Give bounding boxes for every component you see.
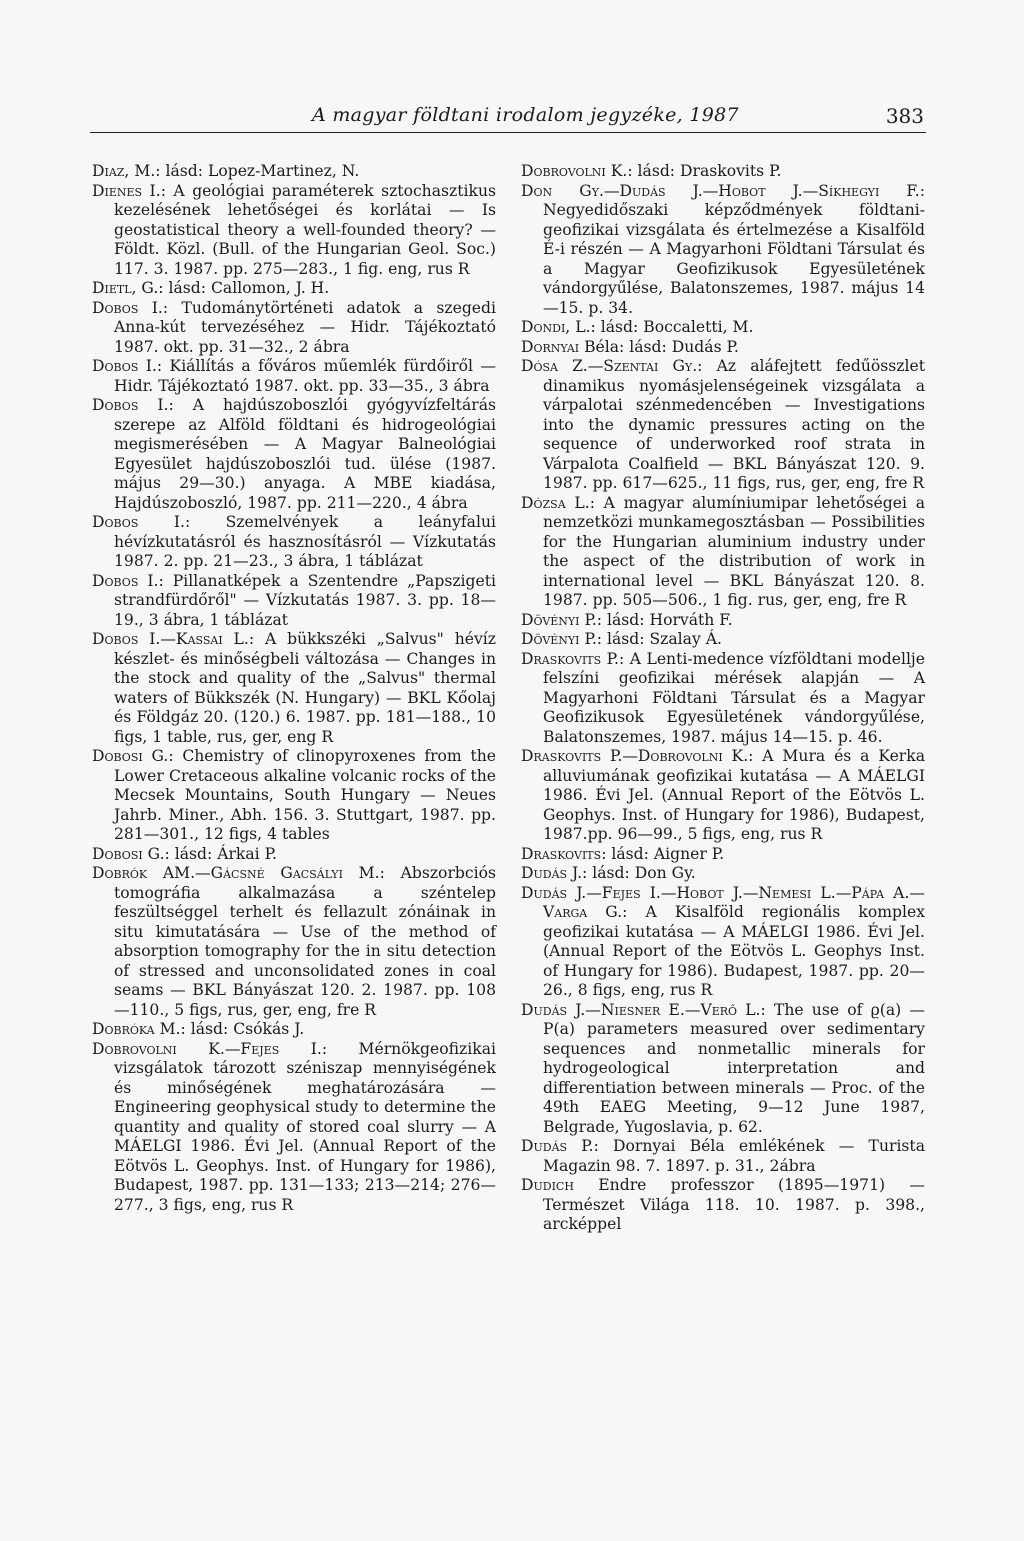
entry-author: Dienes I. — [92, 181, 161, 200]
entry-author: Draskovits P. — [521, 649, 619, 668]
entry-text: : lásd: Aigner P. — [601, 844, 725, 863]
entry-text: Endre professzor (1895—1971) — Természet Világa 118. 10. 1987. p. 398., arcképpel — [543, 1176, 925, 1233]
entry-text: : A Kisalföld regionális komplex geofizikai kutatása — A MÁELGI 1986. Évi Jel. (Annual Report of the Eötvös L. Geophys Inst. of Hungary for 1986). Budapest, 1987. pp. 20—26., 8 figs, eng, rus R — [543, 903, 925, 999]
running-title: A magyar földtani irodalom jegyzéke, 1987 — [312, 104, 739, 126]
bibliography-entry — [521, 1001, 925, 1138]
bibliography-entry — [92, 279, 496, 299]
bibliography-entry — [92, 299, 496, 358]
entry-author: Dobos I. — [92, 513, 185, 531]
entry-author: Dobrovolni K. — [521, 162, 628, 180]
entry-text: : A geológiai paraméterek sztochasztikus kezelésének lehetőségei és korlátai — Is geostatistical theory a well-founded theory? — Földt. Közl. (Bull. of the Hungarian Geol. Soc.) 117. 3. 1987. pp. 275—283., 1 fig. eng, rus R — [114, 181, 496, 278]
entry-author: Don Gy.—Dudás J.—Hobot J.—Síkhegyi F. — [521, 181, 920, 200]
entry-text: : Az aláfejtett fedűösszlet dinamikus nyomásjelenségeinek vizsgálata a várpalotai szénmedencében — Investigations into the dynamic pressures acting on the sequence of underworked roof strata in Várpalota Coalfield — BKL Bányászat 120. 9. 1987. pp. 617—625., 11 figs, rus, ger, eng, fre R — [543, 357, 925, 492]
running-header — [90, 98, 926, 133]
entry-text: : Abszorbciós tomográfia alkalmazása a széntelep feszültséggel terhelt és fellazult zónáinak in situ kimutatására — Use of the method of absorption tomography for the in situ detection of stressed and unconsolidated zones in coal seams — BKL Bányászat 120. 2. 1987. pp. 108—110., 5 figs, rus, ger, eng, fre R — [114, 864, 496, 1019]
entry-text: : lásd: Lopez-Martinez, N. — [155, 162, 360, 180]
bibliography-entry — [521, 884, 925, 1001]
entry-author: Dudás P. — [521, 1137, 594, 1155]
entry-author: Dobrovolni K.—Fejes I. — [92, 1039, 322, 1058]
entry-text: : Pillanatképek a Szentendre „Papszigeti strandfürdőről" — Vízkutatás 1987. 3. pp. 18—19., 3 ábra, 1 táblázat — [114, 571, 497, 629]
right-column — [521, 162, 925, 1235]
bibliography-entry — [521, 357, 925, 494]
entry-author: Dövényi P. — [521, 610, 597, 629]
bibliography-entry — [92, 513, 496, 572]
entry-author: Dudás J.—Niesner E.—Verő L. — [521, 1000, 761, 1019]
entry-author: Dobosi G. — [92, 844, 165, 863]
entry-author: Dornyai — [521, 337, 580, 356]
entry-text: : Tudománytörténeti adatok a szegedi Anna-kút tervezéséhez — Hidr. Tájékoztató 1987. okt. pp. 31—32., 2 ábra — [114, 298, 496, 356]
entry-author: Dudás J.—Fejes I.—Hobot J.—Nemesi L.—Pápa A.—Varga G. — [521, 883, 925, 921]
bibliography-entry — [521, 611, 925, 631]
entry-text: : lásd: Draskovits P. — [627, 162, 782, 180]
bibliography-entry — [521, 864, 925, 884]
entry-text: : A magyar alumíniumipar lehetőségei a nemzetközi munkamegosztásban — Possibilities for the Hungarian aluminium industry under the aspect of the distribution of work in international level — BKL Bányászat 120. 8. 1987. pp. 505—506., 1 fig. rus, ger, eng, fre R — [543, 493, 925, 609]
entry-text: : lásd: Boccaletti, M. — [590, 318, 754, 336]
entry-text: : lásd: Csókás J. — [180, 1020, 305, 1038]
bibliography-entry — [521, 162, 925, 182]
bibliography-entry — [521, 182, 925, 319]
entry-text: : Szemelvények a leányfalui hévízkutatásról és hasznosításról — Vízkutatás 1987. 2. pp. 21—23., 3 ábra, 1 táblázat — [114, 513, 496, 570]
entry-text: : lásd: Callomon, J. H. — [158, 279, 330, 297]
entry-author: Draskovits P.—Dobrovolni K. — [521, 747, 749, 765]
entry-text: : Chemistry of clinopyroxenes from the Lower Cretaceous alkaline volcanic rocks of the Mecsek Mountains, South Hungary — Neues Jahrb. Miner., Abh. 156. 3. Stuttgart, 1987. pp. 281—301., 12 figs, 4 tables — [114, 747, 497, 843]
entry-author: Dondi, L. — [521, 318, 591, 336]
bibliography-entry — [92, 396, 496, 513]
bibliography-entry — [521, 494, 925, 611]
bibliography-entry — [521, 1176, 925, 1235]
entry-text: : Mérnökgeofizikai vizsgálatok tározott széniszap mennyiségének és minőségének meghatározására — Engineering geophysical study to determine the quantity and quality of stored coal slurry — A MÁELGI 1986. Évi Jel. (Annual Report of the Eötvös L. Geophys. Inst. of Hungary for 1986), Budapest, 1987. pp. 131—133; 213—214; 276—277., 3 figs, eng, rus R — [114, 1039, 496, 1214]
entry-text: : Negyedidőszaki képződmények földtani-geofizikai vizsgálata és értelmezése a Kisalföld É-i részén — A Magyarhoni Földtani Társulat és a Magyar Geofizikusok Egyesületének vándorgyűlése, Balatonszemes, 1987. május 14—15. p. 34. — [543, 181, 925, 317]
bibliography-entry — [92, 1040, 496, 1216]
entry-author: Dobrók AM.—Gácsné Gacsályi M. — [92, 864, 380, 882]
entry-author: Dobos I. — [92, 571, 159, 590]
entry-author: Dobróka M. — [92, 1020, 181, 1038]
entry-text: : A bükkszéki „Salvus" hévíz készlet- és minőségbeli változása — Changes in the stock and quality of the „Salvus" thermal waters of Bükkszék (N. Hungary) — BKL Kőolaj és Földgáz 20. (120.) 6. 1987. pp. 181—188., 10 figs, 1 table, rus, ger, eng R — [114, 630, 496, 746]
bibliography-entry — [92, 182, 496, 280]
bibliography-entry — [92, 845, 496, 865]
entry-text: : lásd: Horváth F. — [596, 610, 733, 629]
entry-author: Dobos I.—Kassai L. — [92, 630, 249, 648]
bibliography-entry — [92, 747, 496, 845]
entry-text: : Dornyai Béla emlékének — Turista Magazin 98. 7. 1897. p. 31., 2ábra — [543, 1137, 925, 1175]
entry-author: Dósa Z.—Szentai Gy. — [521, 357, 698, 375]
entry-text: : The use of ϱ(a) — P(a) parameters measured over sedimentary sequences and nonmetallic minerals for hydrogeological interpretation and differentiation between minerals — Proc. of the 49th EAEG Meeting, 9—12 June 1987, Belgrade, Yugoslavia, p. 62. — [543, 1000, 925, 1136]
entry-author: Dietl, G. — [92, 279, 159, 297]
entry-author: Draskovits — [521, 844, 602, 863]
bibliography-entry — [521, 338, 925, 358]
entry-author: Dobos I. — [92, 357, 157, 375]
entry-author: Dövényi P. — [521, 630, 597, 648]
bibliography-entry — [521, 747, 925, 845]
entry-text: : lásd: Don Gy. — [582, 864, 696, 882]
entry-author: Dobosi G. — [92, 747, 169, 765]
bibliography-entry — [92, 572, 496, 631]
entry-author: Dobos I. — [92, 396, 169, 414]
left-column — [92, 162, 496, 1215]
bibliography-entry — [521, 630, 925, 650]
entry-text: : A Mura és a Kerka alluviumának geofizikai kutatása — A MÁELGI 1986. Évi Jel. (Annual Report of the Eötvös L. Geophys. Inst. of Hungary for 1986), Budapest, 1987.pp. 96—99., 5 figs, eng, rus R — [543, 747, 925, 843]
bibliography-entry — [92, 1020, 496, 1040]
bibliography-entry — [521, 650, 925, 748]
bibliography-entry — [92, 630, 496, 747]
entry-text: : lásd: Szalay Á. — [596, 630, 722, 648]
entry-text: : lásd: Árkai P. — [164, 844, 277, 863]
bibliography-entry — [521, 845, 925, 865]
bibliography-entry — [521, 318, 925, 338]
bibliography-entry — [92, 864, 496, 1020]
entry-text: : A Lenti-medence vízföldtani modellje felszíni geofizikai mérések alapján — A Magyarhoni Földtani Társulat és a Magyar Geofizikusok Egyesületének vándorgyűlése, Balatonszemes, 1987. május 14—15. p. 46. — [543, 649, 925, 746]
entry-text: : Kiállítás a főváros műemlék fürdőiről — Hidr. Tájékoztató 1987. okt. pp. 33—35., 3 ábra — [114, 357, 496, 395]
entry-author: Diaz, M. — [92, 162, 156, 180]
bibliography-entry — [92, 162, 496, 182]
entry-text: : A hajdúszoboszlói gyógyvízfeltárás szerepe az Alföld földtani és hidrogeológiai megismerésében — A Magyar Balneológiai Egyesület hajdúszoboszlói tud. ülése (1987. május 29—30.) anyaga. A MBE kiadása, Hajdúszoboszló, 1987. pp. 211—220., 4 ábra — [114, 396, 496, 512]
entry-author: Dobos I. — [92, 298, 163, 317]
bibliography-entry — [92, 357, 496, 396]
page-number: 383 — [885, 104, 924, 128]
entry-text: Béla: lásd: Dudás P. — [579, 337, 739, 356]
entry-author: Dudich — [521, 1176, 574, 1194]
bibliography-entry — [521, 1137, 925, 1176]
entry-author: Dudás J. — [521, 864, 583, 882]
entry-author: Dózsa L. — [521, 493, 590, 512]
